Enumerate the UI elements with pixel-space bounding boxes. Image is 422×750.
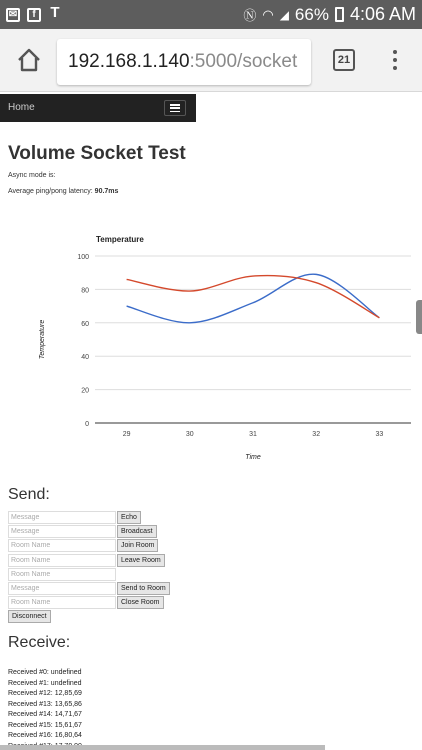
send-input[interactable]: Message: [8, 511, 116, 524]
page-title: Volume Socket Test: [8, 143, 186, 164]
x-tick-label: 29: [122, 431, 131, 438]
received-message: Received #1: undefined: [8, 679, 82, 687]
latency-label: Average ping/pong latency:: [8, 188, 93, 195]
y-tick-label: 20: [81, 387, 89, 395]
edge-panel-handle[interactable]: [416, 300, 422, 334]
battery-icon: [335, 7, 344, 22]
browser-toolbar: [0, 29, 422, 92]
y-tick-label: 60: [81, 320, 89, 328]
site-navbar: [0, 94, 196, 122]
receive-heading: Receive:: [8, 634, 71, 651]
y-tick-label: 100: [77, 254, 89, 261]
send-form-row: [8, 596, 164, 609]
x-tick-label: 30: [185, 431, 194, 438]
tab-switcher-button[interactable]: 21: [333, 49, 355, 71]
received-message: Received #0: undefined: [8, 669, 82, 676]
send-action-button[interactable]: Send to Room: [117, 582, 170, 595]
home-icon[interactable]: [16, 47, 42, 73]
async-mode-label: Async mode is:: [8, 172, 56, 179]
x-tick-label: 32: [312, 431, 321, 438]
notification-icon: ✉: [6, 8, 20, 22]
x-axis-label: Time: [245, 454, 261, 461]
send-form-row: [8, 539, 158, 552]
chart-title: Temperature: [96, 235, 144, 244]
received-message: Received #13: 13,65,86: [8, 700, 82, 708]
nav-home-link[interactable]: Home: [8, 102, 35, 113]
temperature-chart: [30, 228, 415, 468]
send-action-button[interactable]: Broadcast: [117, 525, 157, 538]
send-form-row: [8, 554, 165, 567]
send-action-button[interactable]: Echo: [117, 511, 141, 524]
y-tick-label: 0: [85, 421, 89, 428]
send-form-row: [8, 568, 116, 581]
send-action-button[interactable]: Leave Room: [117, 554, 165, 567]
received-message: Received #12: 12,85,69: [8, 690, 82, 697]
send-action-button[interactable]: Join Room: [117, 539, 158, 552]
x-tick-label: 33: [375, 431, 384, 438]
y-axis-label: Temperature: [39, 319, 46, 360]
overflow-menu-icon[interactable]: [386, 48, 404, 72]
battery-level: 66%: [294, 4, 329, 24]
series-line-0: [127, 274, 380, 323]
send-input[interactable]: Room Name: [8, 596, 116, 609]
android-status-bar: [0, 0, 422, 29]
latency-value: 90.7ms: [94, 188, 119, 195]
series-line-1: [127, 276, 380, 318]
clock: 4:06 AM: [349, 4, 416, 24]
disconnect-button[interactable]: Disconnect: [8, 610, 51, 623]
horizontal-scrollbar[interactable]: [0, 745, 325, 750]
send-input[interactable]: Message: [8, 525, 116, 538]
latency-line: [8, 188, 118, 195]
send-form-row: [8, 525, 157, 538]
wifi-icon: ◠: [262, 6, 274, 22]
send-input[interactable]: Room Name: [8, 554, 116, 567]
url-path: :5000/socket: [189, 51, 298, 72]
url-field[interactable]: [57, 39, 311, 85]
facebook-icon: f: [27, 8, 41, 22]
send-action-button[interactable]: Close Room: [117, 596, 164, 609]
nfc-icon: Ⓝ: [243, 8, 257, 23]
y-tick-label: 40: [81, 354, 89, 362]
hamburger-menu-icon[interactable]: [164, 100, 186, 116]
send-input[interactable]: Room Name: [8, 568, 116, 581]
received-message: Received #16: 16,80,64: [8, 732, 82, 739]
x-tick-label: 31: [249, 431, 257, 438]
send-input[interactable]: Room Name: [8, 539, 116, 552]
received-message: Received #14: 14,71,67: [8, 711, 82, 718]
received-message: Received #15: 15,61,67: [8, 721, 82, 729]
tmobile-icon: T: [50, 3, 60, 21]
url-host: 192.168.1.140: [68, 51, 190, 72]
y-tick-label: 80: [81, 287, 89, 295]
send-form-row: [8, 582, 170, 595]
send-form-row: [8, 511, 141, 524]
signal-icon: ◢: [279, 7, 289, 22]
send-heading: Send:: [8, 486, 50, 503]
send-input[interactable]: Message: [8, 582, 116, 595]
